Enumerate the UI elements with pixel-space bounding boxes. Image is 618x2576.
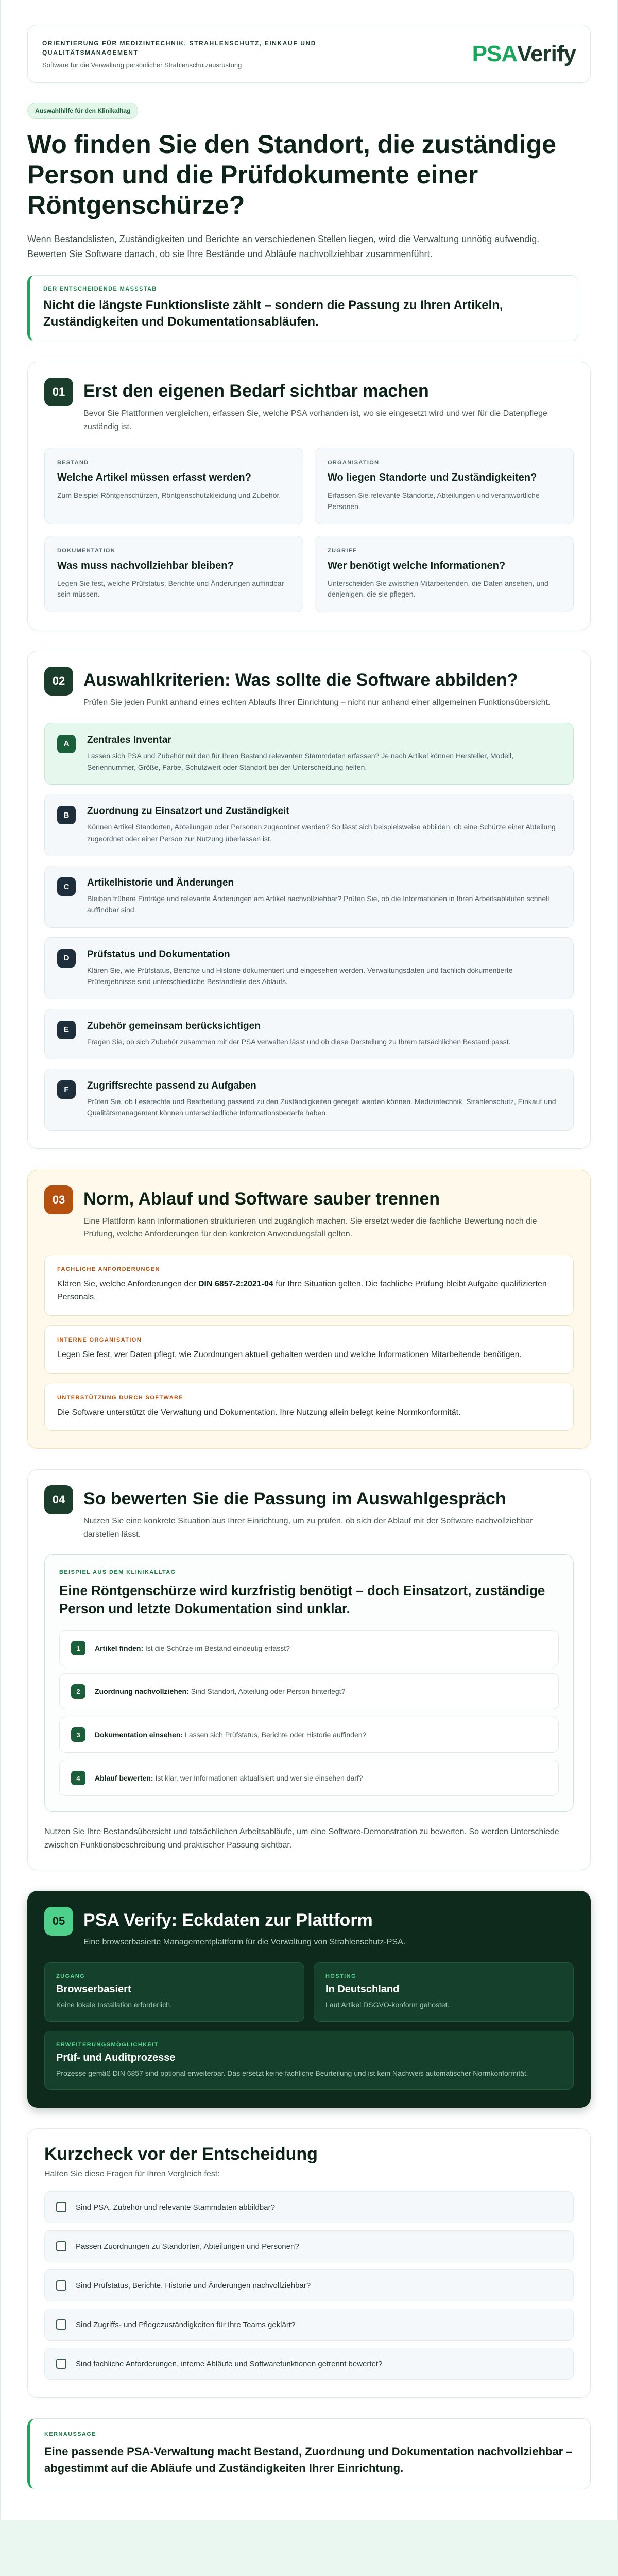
card-title: Was muss nachvollziehbar bleiben? [57,560,234,571]
norm-description: Legen Sie fest, wer Daten pflegt, wie Zuordnungen aktuell gehalten werden und welche Informationen Mitarbeitende benötigen. [57,1350,522,1359]
checklist-item-label: Passen Zuordnungen zu Standorten, Abteilungen und Personen? [76,2242,299,2251]
card-title: In Deutschland [325,1983,400,1995]
section-description: Prüfen Sie jeden Punkt anhand eines echten Ablaufs Ihrer Einrichtung – nicht nur anhand einer allgemeinen Funktionsübersicht. [83,698,551,707]
card-label: ZUGRIFF [328,547,357,554]
example-step [59,1717,559,1753]
step-title: Zuordnung nachvollziehen: [95,1687,189,1696]
needs-card-dokumentation [44,536,303,612]
step-number: 3 [71,1727,85,1742]
criterion-f [44,1069,574,1131]
card-title: Browserbasiert [56,1983,131,1995]
section-number: 01 [44,378,73,406]
section-description: Eine browserbasierte Managementplattform für die Verwaltung von Strahlenschutz-PSA. [83,1938,406,1947]
criterion-letter: D [57,949,76,968]
example-steps [59,1630,559,1796]
step-text: Ist klar, wer Informationen aktualisiert und wer sie einsehen darf? [153,1774,363,1783]
step-number: 4 [71,1771,85,1785]
norm-text-post: für Ihre Situation gelten. Die fachliche Prüfung bleibt Aufgabe qualifizierten Personals. [57,1279,547,1302]
step-text: Sind Standort, Abteilung oder Person hinterlegt? [188,1687,346,1696]
checkbox[interactable] [56,2359,66,2369]
example-step [59,1630,559,1666]
header-subtitle: Software für die Verwaltung persönlicher Strahlenschutzausrüstung [42,61,242,69]
criterion-letter: A [57,735,76,753]
card-label: ERWEITERUNGSMÖGLICHKEIT [56,2041,159,2048]
norm-card-fachlich [44,1255,574,1316]
checkbox[interactable] [56,2319,66,2330]
criterion-description: Können Artikel Standorten, Abteilungen oder Personen zugeordnet werden? So lässt sich beispielsweise abbilden, ob eine Schürze einer Abteilung zugeordnet oder einer Person zur Nutzung überlassen ist. [87,823,556,843]
checklist-item[interactable] [44,2309,574,2341]
checklist-item-label: Sind fachliche Anforderungen, interne Abläufe und Softwarefunktionen getrennt bewertet? [76,2359,383,2368]
criterion-title: Artikelhistorie und Änderungen [87,877,234,889]
card-description: Unterscheiden Sie zwischen Mitarbeitenden, die Daten ansehen, und denjenigen, die sie pflegen. [328,579,548,599]
measure-text: Nicht die längste Funktionsliste zählt – sondern die Passung zu Ihren Artikeln, Zuständigkeiten und Dokumentationsabläufen. [43,298,503,329]
example-label: BEISPIEL AUS DEM KLINIKALLTAG [59,1569,176,1576]
checklist-item[interactable] [44,2269,574,2301]
checkbox[interactable] [56,2202,66,2212]
platform-card-hosting [314,1962,574,2022]
card-description: Erfassen Sie relevante Standorte, Abteilungen und verantwortliche Personen. [328,491,540,511]
checklist [44,2191,574,2380]
example-box [44,1554,574,1812]
criterion-letter: C [57,877,76,896]
section-description: Nutzen Sie eine konkrete Situation aus Ihrer Einrichtung, um zu prüfen, ob sich der Ablauf mit der Software nachvollziehbar darstellen lässt. [83,1516,533,1539]
platform-card-extension [44,2031,574,2090]
criterion-description: Lassen sich PSA und Zubehör mit den für Ihren Bestand relevanten Stammdaten erfassen? Je nach Artikel können Hersteller, Modell, Seriennummer, Größe, Farbe, Schutzwert oder Standort bei der Unterscheidung helfen. [87,751,514,771]
needs-card-organisation [315,448,574,524]
key-label: KERNAUSSAGE [44,2431,96,2438]
logo-verify: Verify [517,41,576,66]
section-number: 05 [44,1907,73,1936]
category-pill: Auswahlhilfe für den Klinikalltag [27,103,138,119]
section-header [44,1485,574,1541]
card-label: ZUGANG [56,1973,85,1979]
criterion-a [44,723,574,785]
platform-card-zugang [44,1962,304,2022]
page-title: Wo finden Sie den Standort, die zuständige Person und die Prüfdokumente einer Röntgenschürze? [27,130,556,219]
step-number: 1 [71,1641,85,1655]
needs-card-zugriff [315,536,574,612]
criterion-description: Prüfen Sie, ob Leserechte und Bearbeitung passend zu den Zuständigkeiten geregelt werden können. Medizintechnik, Strahlenschutz, Einkauf und Qualitätsmanagement können unterschiedliche Informationsbedarfe haben. [87,1097,556,1117]
needs-card-bestand [44,448,303,524]
card-description: Laut Artikel DSGVO-konform gehostet. [325,2000,450,2009]
step-text: Ist die Schürze im Bestand eindeutig erfasst? [143,1644,290,1653]
measure-callout [27,275,578,342]
checkbox[interactable] [56,2280,66,2291]
card-title: Prüf- und Auditprozesse [56,2052,176,2063]
section-title: So bewerten Sie die Passung im Auswahlgespräch [83,1489,506,1509]
header-text [42,39,403,69]
checklist-item[interactable] [44,2348,574,2380]
section-title: PSA Verify: Eckdaten zur Plattform [83,1910,373,1930]
example-step [59,1673,559,1709]
step-text: Lassen sich Prüfstatus, Berichte oder Historie auffinden? [183,1731,367,1739]
checklist-item[interactable] [44,2191,574,2223]
section-norm [27,1170,591,1449]
norm-label: UNTERSTÜTZUNG DURCH SOFTWARE [57,1394,184,1401]
criterion-title: Zubehör gemeinsam berücksichtigen [87,1020,261,1031]
section-header [44,1185,574,1241]
example-title: Eine Röntgenschürze wird kurzfristig benötigt – doch Einsatzort, zuständige Person und letzte Dokumentation sind unklar. [59,1583,545,1617]
checklist-item[interactable] [44,2230,574,2262]
norm-description: Die Software unterstützt die Verwaltung und Dokumentation. Ihre Nutzung allein belegt keine Normkonformität. [57,1408,461,1417]
step-title: Ablauf bewerten: [95,1774,153,1783]
checklist-title: Kurzcheck vor der Entscheidung [44,2144,318,2164]
card-description: Zum Beispiel Röntgenschürzen, Röntgenschutzkleidung und Zubehör. [57,491,281,500]
card-description: Keine lokale Installation erforderlich. [56,2000,172,2009]
criterion-title: Prüfstatus und Dokumentation [87,948,230,960]
norm-label: FACHLICHE ANFORDERUNGEN [57,1266,160,1273]
section-checklist [27,2128,591,2398]
card-title: Wo liegen Standorte und Zuständigkeiten? [328,472,537,484]
card-label: BESTAND [57,460,89,466]
section-description: Bevor Sie Plattformen vergleichen, erfassen Sie, welche PSA vorhanden ist, wo sie eingesetzt wird und wer für die Datenpflege zuständig ist. [83,409,547,431]
criterion-b [44,794,574,856]
criterion-title: Zugriffsrechte passend zu Aufgaben [87,1080,256,1092]
criterion-e [44,1009,574,1059]
section-title: Erst den eigenen Bedarf sichtbar machen [83,381,429,401]
card-label: ORGANISATION [328,460,380,466]
card-title: Welche Artikel müssen erfasst werden? [57,472,251,484]
checklist-item-label: Sind PSA, Zubehör und relevante Stammdaten abbildbar? [76,2202,275,2212]
measure-label: DER ENTSCHEIDENDE MASSSTAB [43,285,157,292]
header-kicker: ORIENTIERUNG FÜR MEDIZINTECHNIK, STRAHLENSCHUTZ, EINKAUF UND QUALITÄTSMANAGEMENT [42,40,316,56]
evaluation-note: Nutzen Sie Ihre Bestandsübersicht und tatsächlichen Arbeitsabläufe, um eine Software-Demonstration zu bewerten. So werden Unterschiede zwischen Funktionsbeschreibung und praktischer Passung sichtbar. [44,1827,559,1850]
card-title: Wer benötigt welche Informationen? [328,560,506,571]
step-title: Artikel finden: [95,1644,144,1653]
section-header [44,378,574,433]
criterion-description: Fragen Sie, ob sich Zubehör zusammen mit der PSA verwalten lässt und ob diese Darstellung zu Ihrem tatsächlichen Bestand passt. [87,1037,511,1046]
key-text: Eine passende PSA-Verwaltung macht Bestand, Zuordnung und Dokumentation nachvollziehbar – abgestimmt auf die Abläufe und Zuständigkeiten Ihrer Einrichtung. [44,2445,573,2475]
checklist-item-label: Sind Prüfstatus, Berichte, Historie und Änderungen nachvollziehbar? [76,2281,311,2290]
checklist-description: Halten Sie diese Fragen für Ihren Vergleich fest: [44,2170,220,2179]
platform-grid [44,1962,574,2022]
section-criteria [27,651,591,1149]
norm-label: INTERNE ORGANISATION [57,1336,142,1343]
section-platform [27,1891,591,2108]
key-message [27,2418,591,2489]
section-needs [27,362,591,630]
page-header [27,25,591,83]
criterion-letter: E [57,1021,76,1039]
card-description: Prozesse gemäß DIN 6857 sind optional erweiterbar. Das ersetzt keine fachliche Beurteilung und ist kein Nachweis automatischer Normkonformität. [56,2069,528,2077]
norm-card-organisation [44,1325,574,1374]
step-number: 2 [71,1684,85,1699]
criterion-description: Klären Sie, wie Prüfstatus, Berichte und Historie dokumentiert und eingesehen werden. Verwaltungsdaten und fachlich dokumentierte Prüfergebnisse sind unterschiedliche Bestandteile des Ablaufs. [87,965,513,986]
step-title: Dokumentation einsehen: [95,1731,183,1739]
checkbox[interactable] [56,2241,66,2251]
section-header [44,1907,574,1949]
criterion-description: Bleiben frühere Einträge und relevante Änderungen am Artikel nachvollziehbar? Prüfen Sie, ob die Informationen in Ihren Arbeitsabläufen schnell auffindbar sind. [87,894,550,914]
criterion-title: Zentrales Inventar [87,734,171,745]
criteria-list [44,723,574,1131]
section-number: 03 [44,1185,73,1214]
example-step [59,1760,559,1796]
criterion-c [44,866,574,928]
intro-text: Wenn Bestandslisten, Zuständigkeiten und Berichte an verschiedenen Stellen liegen, wird die Verwaltung unnötig aufwendig. Bewerten Sie Software danach, ob sie Ihre Bestände und Abläufe nachvollziehbar zusammenführt. [27,234,540,259]
card-description: Legen Sie fest, welche Prüfstatus, Berichte und Änderungen auffindbar sein müssen. [57,579,284,599]
criterion-letter: B [57,806,76,824]
criterion-letter: F [57,1080,76,1099]
section-number: 02 [44,667,73,696]
section-title: Norm, Ablauf und Software sauber trennen [83,1189,440,1209]
norm-text-pre: Klären Sie, welche Anforderungen der [57,1279,198,1289]
norm-description [57,1278,561,1304]
section-header [44,667,574,709]
criterion-d [44,937,574,999]
section-description: Eine Plattform kann Informationen strukturieren und zugänglich machen. Sie ersetzt weder die fachliche Bewertung noch die Prüfung, welche Anforderungen für den konkreten Anwendungsfall gelten. [83,1216,537,1239]
checklist-item-label: Sind Zugriffs- und Pflegezuständigkeiten für Ihre Teams geklärt? [76,2320,296,2329]
section-number: 04 [44,1485,73,1514]
criterion-title: Zuordnung zu Einsatzort und Zuständigkeit [87,806,289,817]
norm-list [44,1255,574,1431]
psa-verify-logo [472,41,576,67]
section-title: Auswahlkriterien: Was sollte die Software abbilden? [83,670,518,690]
section-evaluation [27,1469,591,1870]
norm-standard: DIN 6857-2:2021-04 [198,1279,273,1289]
card-label: HOSTING [325,1973,356,1979]
logo-psa: PSA [472,41,518,66]
card-label: DOKUMENTATION [57,547,116,554]
needs-grid [44,448,574,612]
norm-card-software [44,1383,574,1431]
